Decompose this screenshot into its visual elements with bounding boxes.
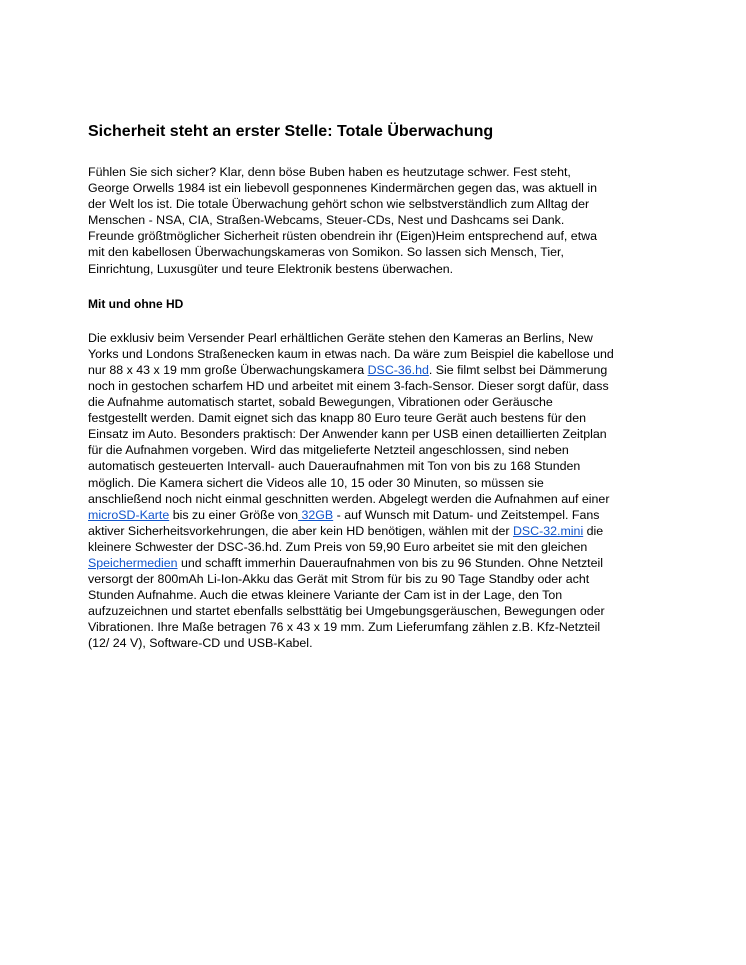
body-line: festgestellt werden. Damit eignet sich das knapp 80 Euro teure Gerät auch bestens für den [88,411,586,426]
intro-line: Fühlen Sie sich sicher? Klar, denn böse Buben haben es heutzutage schwer. Fest steht, [88,165,571,179]
body-line: Vibrationen. Ihre Maße betragen 76 x 43 x 19 mm. Zum Lieferumfang zählen z.B. Kfz-Netzteil [88,620,601,635]
body-line: Die exklusiv beim Versender Pearl erhältlichen Geräte stehen den Kameras an Berlins, New [88,330,593,345]
body-text: bis zu einer Größe von [169,507,299,522]
intro-line: Freunde größtmöglicher Sicherheit rüsten obendrein ihr (Eigen)Heim entsprechend auf, etwa [88,229,597,244]
intro-line: George Orwells 1984 ist ein liebevoll gesponnenes Kindermärchen gegen das, was aktuell in [88,181,598,196]
link-dsc-32-mini[interactable]: DSC-32.mini [512,523,584,538]
body-text: und schafft immerhin Daueraufnahmen von bis zu 96 Stunden. Ohne Netzteil [177,555,603,570]
body-line [88,523,688,539]
body-line: automatisch gesteuerten Intervall- auch Daueraufnahmen mit Ton von bis zu 168 Stunden [88,459,581,474]
link-32gb[interactable]: 32GB [298,507,334,522]
body-line: kleinere Schwester der DSC-36.hd. Zum Preis von 59,90 Euro arbeitet sie mit den gleichen [88,539,588,554]
body-line: (12/ 24 V), Software-CD und USB-Kabel. [88,636,313,651]
body-text: aktiver Sicherheitsvorkehrungen, die aber kein HD benötigen, wählen mit der [88,523,513,538]
body-text: die [583,523,604,538]
intro-paragraph [88,164,688,277]
body-line [88,362,688,378]
body-paragraph [88,330,688,652]
body-text: . Sie filmt selbst bei Dämmerung [428,362,608,377]
body-line: Stunden Aufnahme. Auch die etwas kleinere Variante der Cam ist in der Lage, den Ton [88,588,563,603]
intro-line: Einrichtung, Luxusgüter und teure Elektronik bestens überwachen. [88,261,454,276]
body-line [88,507,688,523]
body-line: anschließend noch nicht einmal geschnitten werden. Abgelegt werden die Aufnahmen auf einer [88,491,610,506]
body-line: Yorks und Londons Straßenecken kaum in etwas nach. Da wäre zum Beispiel die kabellose und [88,346,614,361]
body-line [88,555,688,571]
body-line: für die Aufnahmen vorgeben. Wird das mitgelieferte Netzteil angeschlossen, sind neben [88,443,569,458]
intro-line: Menschen - NSA, CIA, Straßen-Webcams, Steuer-CDs, Nest und Dashcams sei Dank. [88,213,565,228]
document-page [88,122,688,652]
body-line: aufzuzeichnen und startet ebenfalls selbsttätig bei Umgebungsgeräuschen, Bewegungen oder [88,604,605,619]
section-heading: Mit und ohne HD [88,296,184,311]
page-title: Sicherheit steht an erster Stelle: Totale Überwachung [88,123,494,140]
intro-line: mit den kabellosen Überwachungskameras von Somikon. So lassen sich Mensch, Tier, [88,245,564,260]
link-speichermedien[interactable]: Speichermedien [88,555,178,570]
body-line: Einsatz im Auto. Besonders praktisch: Der Anwender kann per USB einen detaillierten Zeitplan [88,427,607,442]
body-line: versorgt der 800mAh Li-Ion-Akku das Gerät mit Strom für bis zu 90 Tage Standby oder acht [88,572,590,587]
body-text: nur 88 x 43 x 19 mm große Überwachungskamera [88,362,368,377]
link-dsc-36-hd[interactable]: DSC-36.hd [367,362,429,377]
body-line: möglich. Die Kamera sichert die Videos alle 10, 15 oder 30 Minuten, so müssen sie [88,475,544,490]
body-line: die Aufnahme automatisch startet, sobald Bewegungen, Vibrationen oder Geräusche [88,395,553,410]
body-text: - auf Wunsch mit Datum- und Zeitstempel. Fans [333,507,600,522]
link-microsd-karte[interactable]: microSD-Karte [88,507,170,522]
intro-line: der Welt los ist. Die totale Überwachung gehört schon wie selbstverständlich zum Alltag der [88,197,590,212]
body-line: noch in gestochen scharfem HD und arbeitet mit einem 3-fach-Sensor. Dieser sorgt dafür, dass [88,378,609,393]
